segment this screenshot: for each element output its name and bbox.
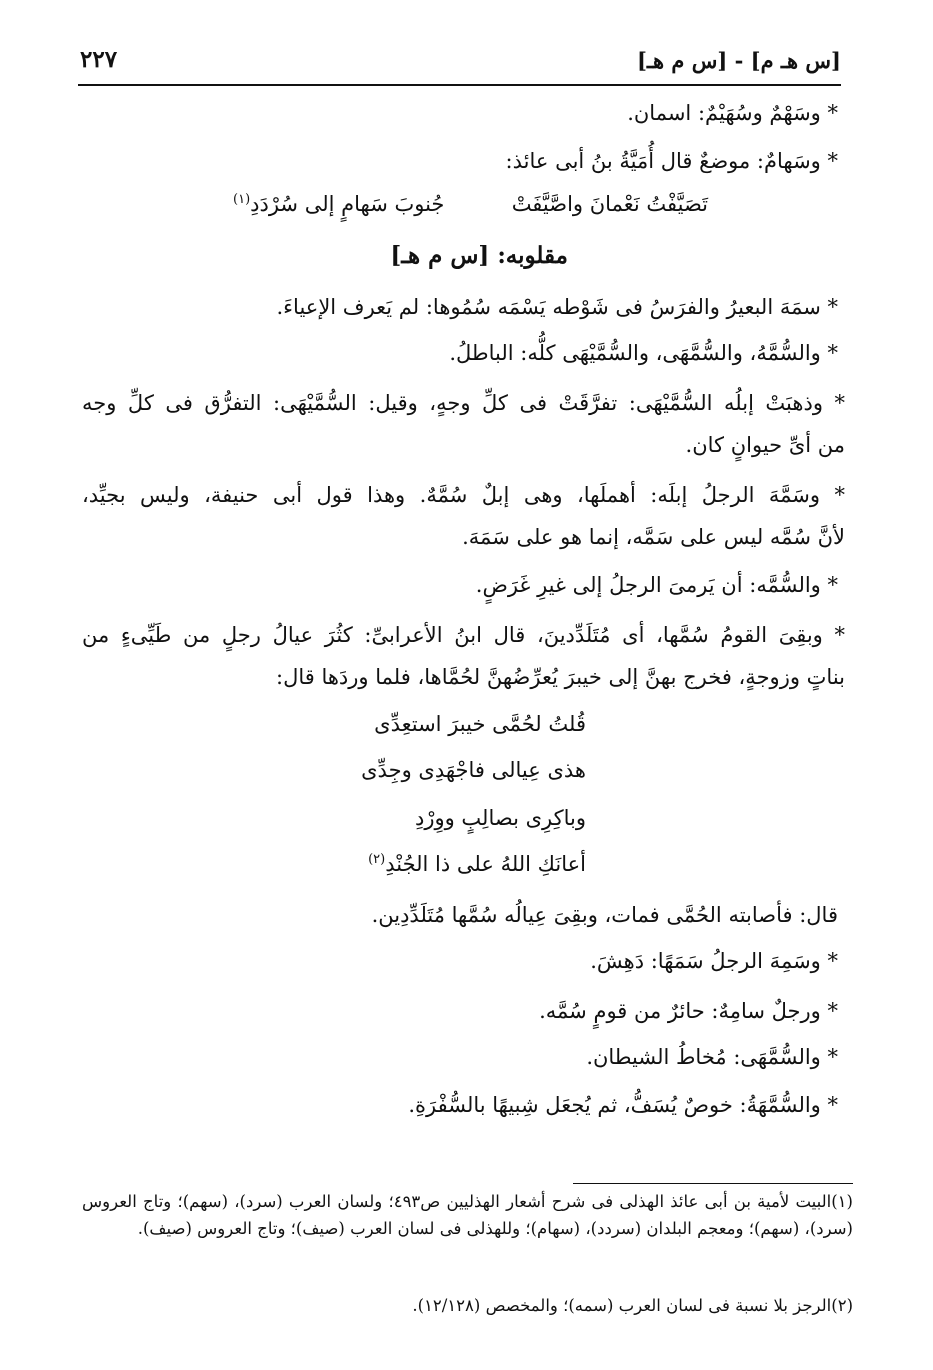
entry-line-1: * وسَهْمٌ وسُهَيْمٌ: اسمان.: [627, 101, 838, 125]
entry-line-13: * وسَمِهَ الرجلُ سَمَهًا: دَهِشَ.: [590, 949, 838, 973]
footnote-1: [82, 1188, 853, 1242]
entry-line-3: * سمَهَ البعيرُ والفرَسُ فى شَوْطه يَسْمَه سُمُوها: لم يَعرف الإعياءَ.: [276, 295, 838, 319]
header-rule: [78, 84, 841, 86]
rajaz-line-2: هذى عِيالى فاجْهَدِى وجِدِّى: [361, 758, 586, 782]
entry-line-16: * والسُّمَّهَةُ: خوصٌ يُسَفُّ، ثم يُجعَل شِبيهًا بالسُّفْرَةِ.: [408, 1093, 838, 1117]
entry-line-10: * وبقِىَ القومُ سُمَّها، أى مُتَلَدِّدينَ، قال ابنُ الأعرابىِّ: كثُرَ عيالُ رجلٍ من طَيِّىءٍ من: [82, 623, 845, 647]
entry-line-4: * والسُّمَّهُ، والسُّمَّهَى، والسُّمَّيْهَى كلُّه: الباطلُ.: [449, 341, 838, 365]
entry-line-7: * وسَمَّهَ الرجلُ إبلَه: أهملَها، وهى إبلٌ سُمَّهٌ. وهذا قول أبى حنيفة، وليس بجيِّد،: [82, 483, 845, 507]
entry-line-8: لأنَّ سُمَّه ليس على سَمَّه، إنما هو على سَمَهَ.: [462, 525, 845, 549]
entry-line-14: * ورجلٌ سامِهٌ: حائرٌ من قومٍ سُمَّه.: [539, 999, 838, 1023]
footnote-rule: [573, 1183, 853, 1184]
entry-line-5: * وذهبَتْ إبلُه السُّمَّيْهَى: تفرَّقَتْ فى كلِّ وجهٍ، وقيل: السُّمَّيْهَى: التفرُّق فى كلِّ وجه: [82, 391, 845, 415]
entry-line-9: * والسُّمَّه: أن يَرمىَ الرجلُ إلى غيرِ غَرَضٍ.: [475, 573, 838, 597]
page-number: ٢٢٧: [80, 46, 118, 73]
entry-line-12: قال: فأصابته الحُمَّى فمات، وبقِىَ عِيالُه سُمَّها مُتَلَدِّدِين.: [371, 903, 838, 927]
entry-line-2: * وسَهامٌ: موضعٌ قال أُمَيَّةُ بنُ أبى عائذ:: [505, 149, 838, 173]
footnote-2: [82, 1292, 853, 1319]
footnote-ref-1: (١): [233, 192, 251, 207]
rajaz-line-1: قُلتُ لحُمَّى خيبرَ استعِدِّى: [374, 712, 586, 736]
footnote-ref-2: (٢): [368, 852, 386, 867]
rajaz-line-4-text: أعانَكِ اللهُ على ذا الجُنْدِ: [385, 852, 586, 876]
rajaz-line-3: وباكِرِى بصالِبٍ ووِرْدِ: [414, 806, 586, 830]
section-title: مقلوبه: [س م هـ]: [390, 242, 568, 269]
entry-line-11: بناتٍ وزوجةٍ، فخرج بهنَّ إلى خيبرَ يُعرِّضُهنَّ لحُمَّاها، فلما وردَها قال:: [276, 665, 845, 689]
footnote-2-number: (٢): [831, 1296, 853, 1315]
entry-line-15: * والسُّمَّهَى: مُخاطُ الشيطان.: [586, 1045, 838, 1069]
footnote-1-number: (١): [831, 1192, 853, 1211]
verse-hemistich-1: تَصَيَّفْتُ نَعْمانَ واصَّيَّفَتْ: [511, 192, 708, 216]
footnote-1-text: البيت لأمية بن أبى عائذ الهذلى فى شرح أشعار الهذليين ص٤٩٣؛ ولسان العرب (سرد)، (سهم)؛ وتاج العروس (سرد)، (سهم)؛ ومعجم البلدان (سردد)، (سهام)؛ وللهذلى فى لسان العرب (صيف)؛ وتاج العروس (صيف).: [82, 1192, 853, 1238]
verse-hemistich-2: [233, 192, 444, 216]
rajaz-line-4: [368, 852, 586, 876]
entry-line-6: من أىِّ حيوانٍ كان.: [685, 433, 845, 457]
footnote-2-text: الرجز بلا نسبة فى لسان العرب (سمه)؛ والمخصص (١٢/١٢٨).: [412, 1296, 832, 1315]
verse-hemistich-2-text: جُنوبَ سَهامٍ إلى سُرْدَدِ: [250, 192, 445, 216]
running-head: [س هـ م] - [س م هـ]: [636, 48, 841, 73]
